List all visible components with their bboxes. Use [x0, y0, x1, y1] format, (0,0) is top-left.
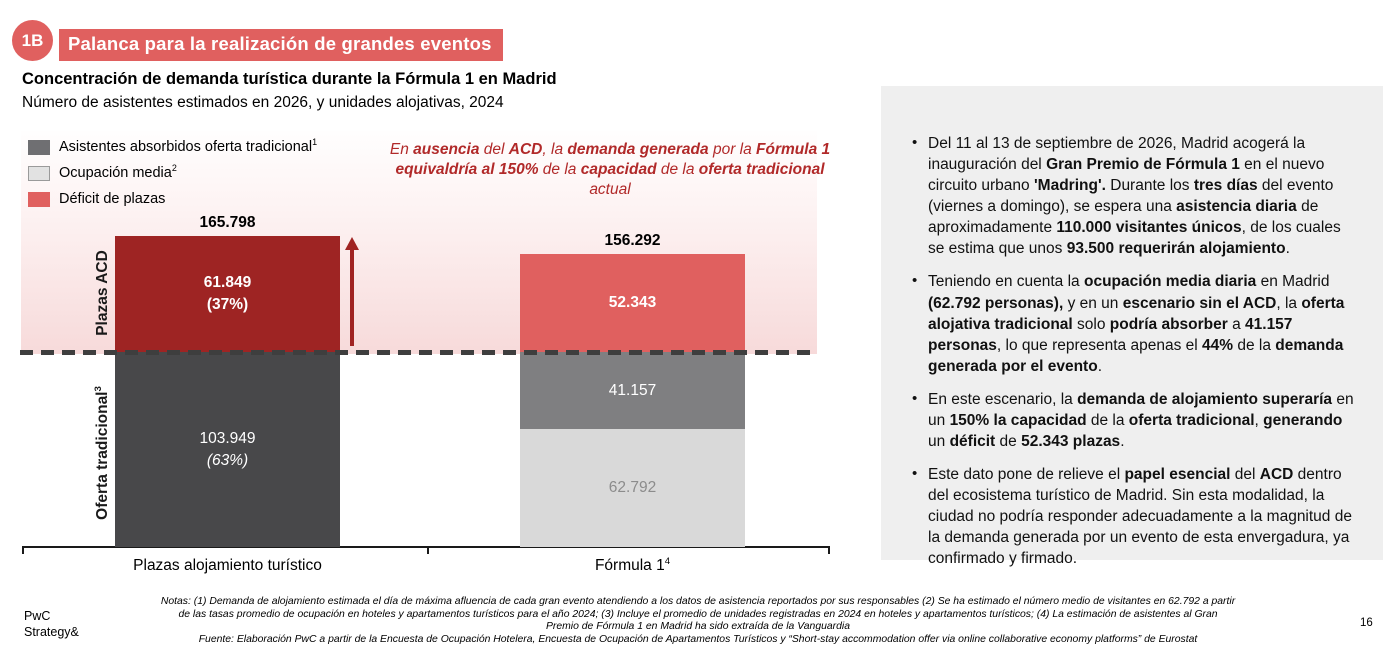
commentary-bullet: • Este dato pone de relieve el papel esencial del ACD dentro del ecosistema turístico de Madrid. Sin esta modalidad, la ciudad no podría responder adecuadamente a la magnitud de la demanda generada por un evento de esta envergadura, ya confirmado y firmado. — [911, 464, 1359, 569]
chart-annotation: En ausencia del ACD, la demanda generada por la Fórmula 1 equivaldría al 150% de la capacidad de la oferta tradicional actual — [389, 141, 831, 199]
bar-segment-asistentes-absorbidos-oferta-tradicional — [520, 352, 745, 429]
section-badge: 1B — [12, 20, 53, 61]
legend-label: Asistentes absorbidos oferta tradicional$^1$ — [59, 137, 318, 155]
capacity-threshold-dashed-line — [20, 350, 818, 355]
bar-segment-value-label: 62.792 — [608, 479, 657, 496]
panel-bullet-list — [881, 86, 1383, 569]
bar-total-label: 165.798 — [199, 214, 256, 231]
bar-segments — [520, 254, 745, 547]
slide-title-banner: Palanca para la realización de grandes eventos — [59, 29, 503, 61]
footnote-line: Premio de Fórmula 1 en Madrid ha sido extraída de la Vanguardia — [545, 621, 850, 633]
bar-segment-asistentes-absorbidos-oferta-tradicional — [115, 352, 340, 547]
bar-segment-value-label: (37%) — [206, 296, 249, 313]
chart-title: Concentración de demanda turística durante la Fórmula 1 en Madrid — [22, 70, 557, 88]
bar-segment-value-label: 103.949 — [199, 429, 256, 447]
commentary-bullet: • En este escenario, la demanda de alojamiento superaría en un 150% la capacidad de la oferta tradicional, generando un déficit de 52.343 plazas. — [911, 389, 1359, 452]
bar-segment-ocupacion-media — [520, 429, 745, 547]
bar-segments — [115, 236, 340, 547]
legend-item-asistentes — [28, 139, 317, 155]
legend-label: Déficit de plazas — [59, 191, 166, 207]
legend-swatch-dark-gray — [28, 140, 50, 155]
footnote-line: de las tasas promedio de ocupación en hoteles y apartamentos turísticos para el año 2024; (3) Incluye el promedio de unidades registradas en 2024 en hoteles y apartamentos turísticos; (4) La estimación de asistentes al Gran — [178, 608, 1218, 620]
legend-item-ocupacion — [28, 165, 317, 181]
chart-subtitle: Número de asistentes estimados en 2026, y unidades alojativas, 2024 — [22, 94, 504, 111]
up-arrow-stem — [350, 249, 354, 346]
pwc-strategy-logo — [24, 608, 79, 641]
bar-total-label: 156.292 — [604, 232, 661, 249]
bar-segment-value-label: 41.157 — [608, 381, 657, 399]
legend-swatch-red — [28, 192, 50, 207]
logo-line-pwc: PwC — [24, 609, 51, 623]
bar-segment-value-label: (63%) — [206, 451, 249, 469]
logo-line-strategy: Strategy& — [24, 625, 79, 640]
y-axis-label-plazas-acd: Plazas ACD — [94, 250, 111, 336]
category-label-plazas-alojamiento: Plazas alojamiento turístico — [133, 557, 322, 574]
footnotes — [135, 596, 1261, 647]
commentary-bullet: • Del 11 al 13 de septiembre de 2026, Madrid acogerá la inauguración del Gran Premio de Fórmula 1 en el nuevo circuito urbano 'Madring'. Durante los tres días del evento (viernes a domingo), se espera una asistencia diaria de aproximadamente 110.000 visitantes únicos, de los cuales se estima que unos 93.500 requerirán alojamiento. — [911, 133, 1359, 259]
bar-segment-value-label: 61.849 — [203, 274, 252, 291]
x-axis-tick — [22, 546, 24, 554]
footnote-line: Fuente: Elaboración PwC a partir de la Encuesta de Ocupación Hotelera, Encuesta de Ocupación de Apartamentos Turísticos y “Short-stay accommodation offer via online collaborative economy platforms” de Eurostat — [198, 634, 1198, 646]
category-label-formula-1: Fórmula $1^4$ — [594, 555, 671, 574]
bar-segment-deficit-de-plazas — [520, 254, 745, 352]
legend-item-deficit — [28, 191, 317, 207]
commentary-bullet: • Teniendo en cuenta la ocupación media diaria en Madrid (62.792 personas), y en un escenario sin el ACD, la oferta alojativa tradicional solo podría absorber a 41.157 personas, lo que representa apenas el 44% de la demanda generada por el evento. — [911, 271, 1359, 376]
x-axis-tick — [828, 546, 830, 554]
bar-segment-value-label: 52.343 — [608, 294, 657, 311]
bar-plazas-alojamiento-turistico — [115, 214, 340, 547]
legend-label: Ocupación media$^2$ — [59, 163, 177, 181]
y-axis-label-oferta-tradicional: Oferta tradicional$^3$ — [92, 386, 111, 520]
footnote-line: Notas: (1) Demanda de alojamiento estimada el día de máxima afluencia de cada gran evento atendiendo a los datos de asistencia reportados por sus responsables (2) Se ha estimado el número medio de visitantes en 62.792 a partir — [160, 596, 1236, 607]
bar-segment-deficit-plazas-acd — [115, 236, 340, 352]
commentary-panel — [881, 86, 1383, 568]
bar-formula-1 — [520, 232, 745, 547]
legend-swatch-light-gray — [28, 166, 50, 181]
x-axis-tick — [427, 546, 429, 554]
chart-legend — [28, 139, 317, 217]
page-number: 16 — [1360, 617, 1373, 629]
